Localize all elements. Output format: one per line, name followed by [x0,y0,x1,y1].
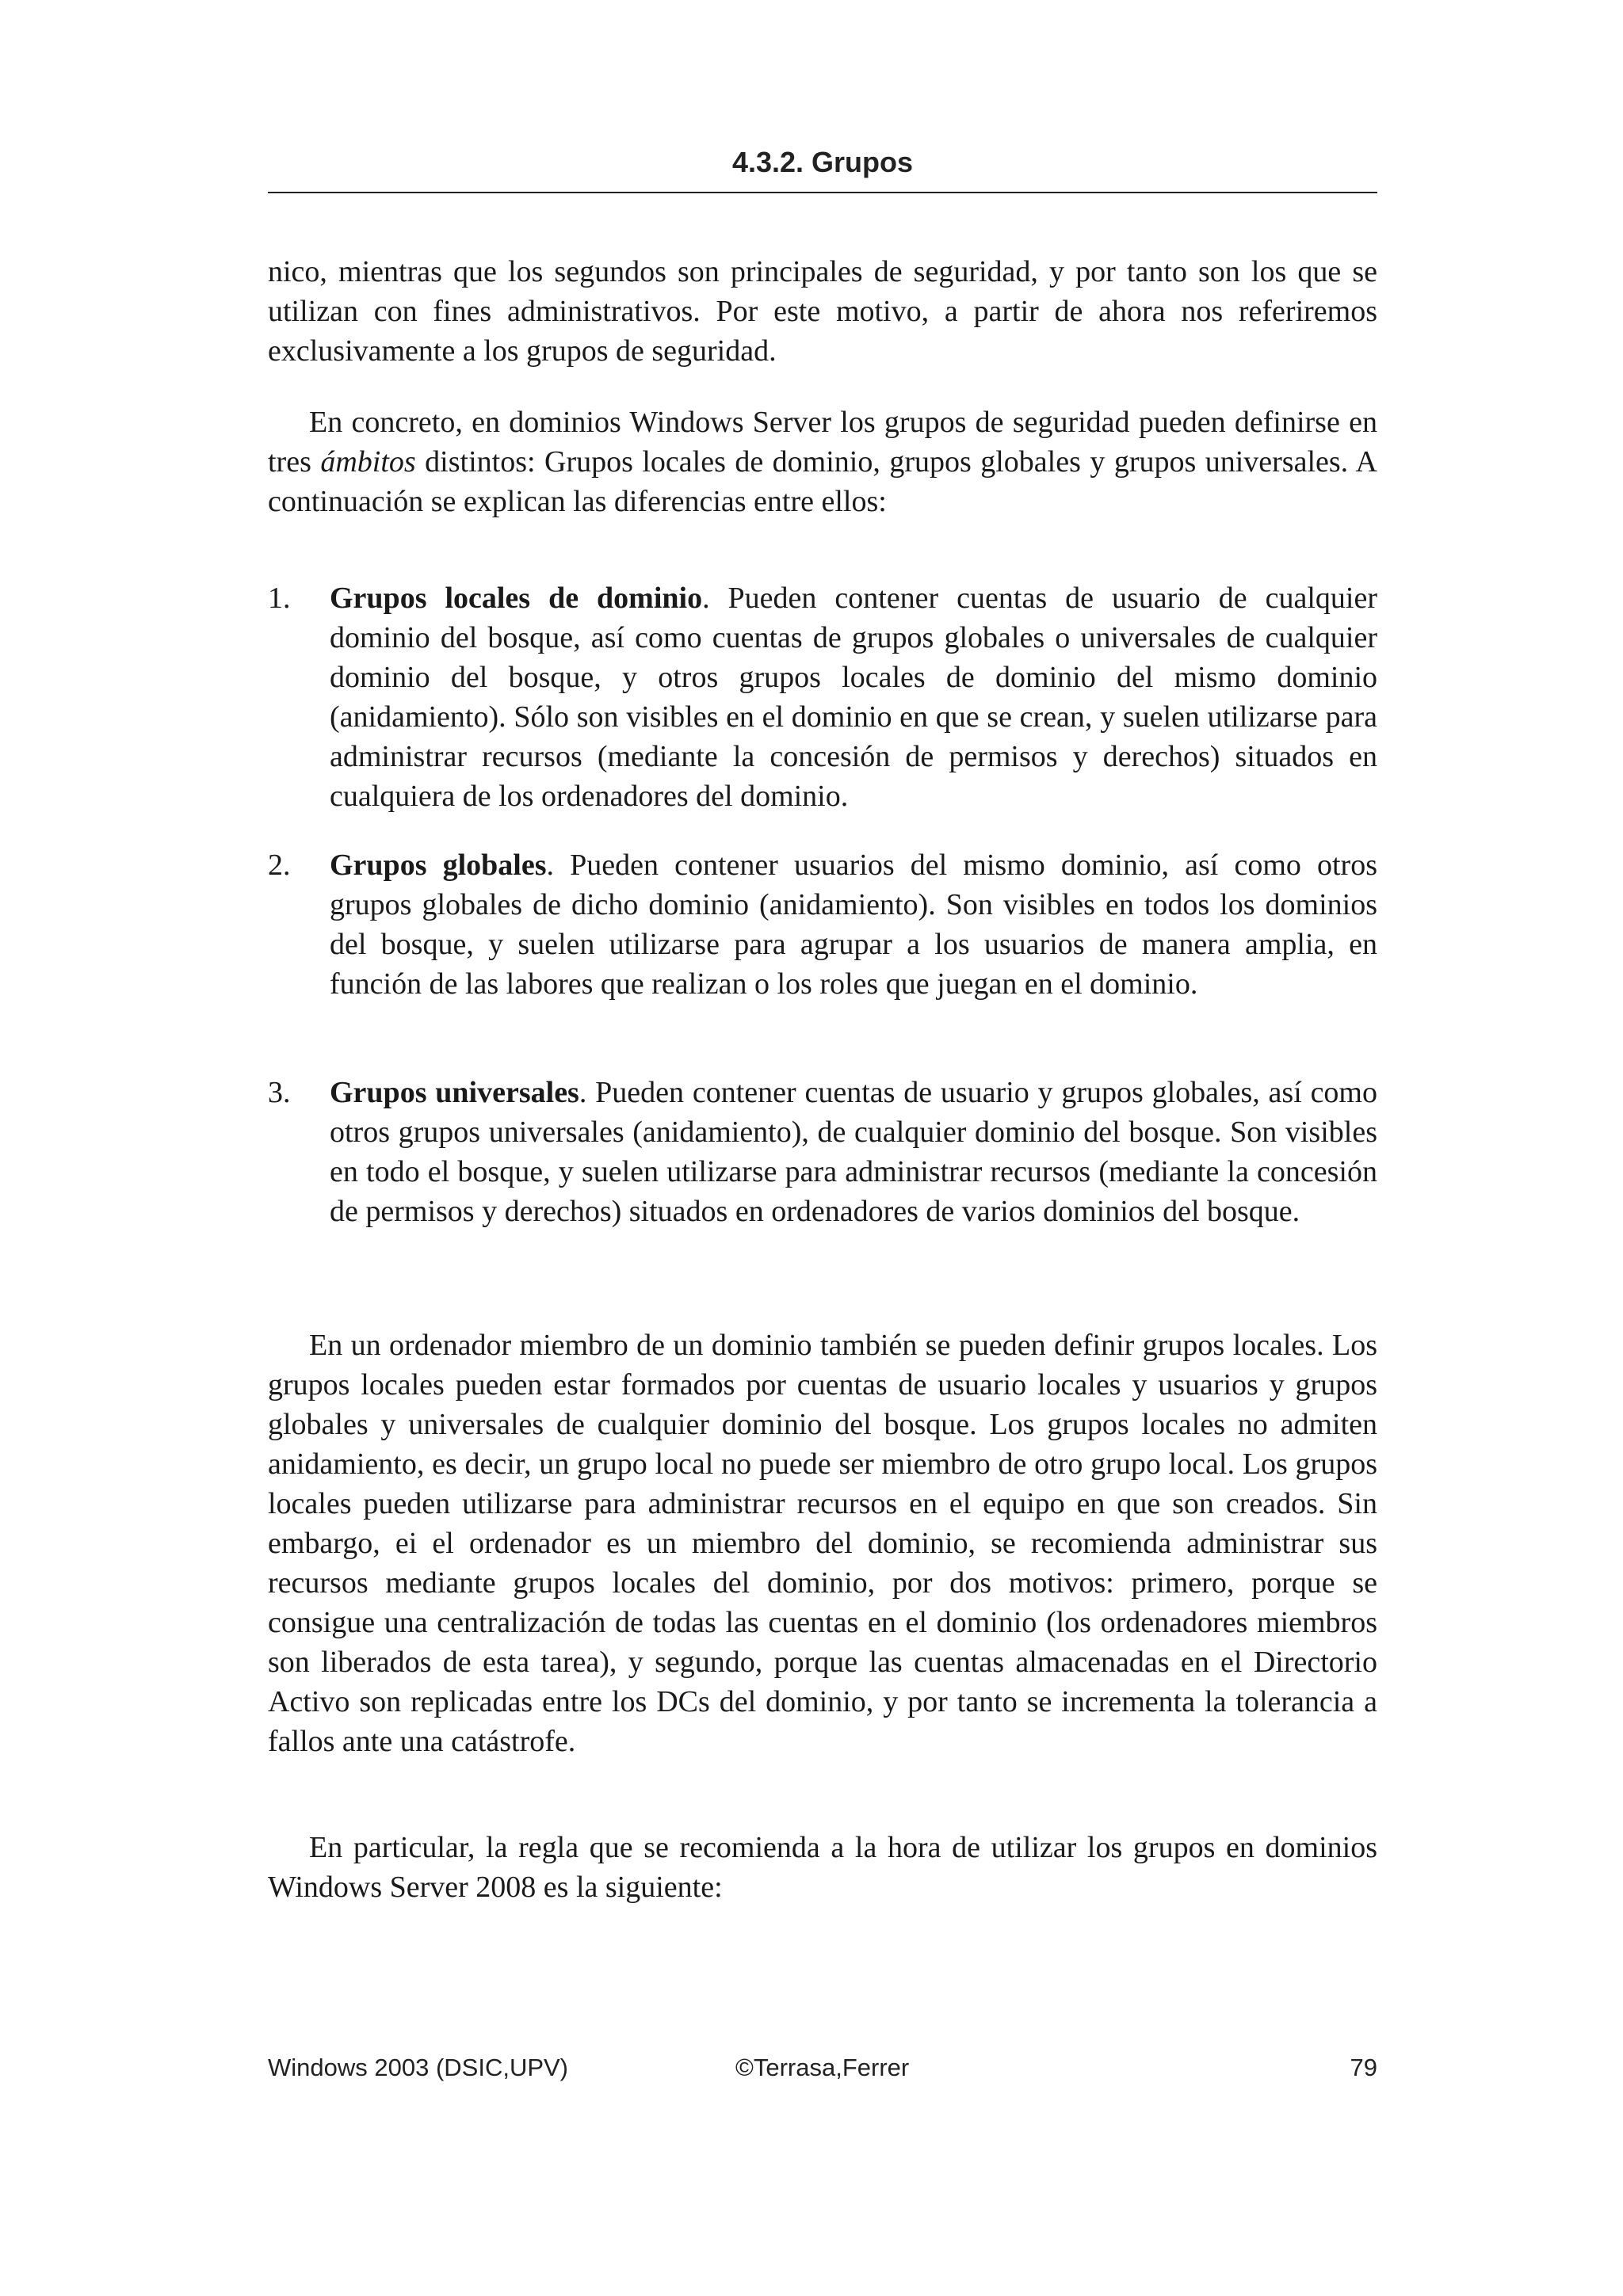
list-item-text: . Pueden contener cuentas de usuario y grupos globales, así como otros grupos universales (anidamiento), de cualquier dominio del bosque. Son visibles en todo el bosque, y suelen utilizarse para administrar recursos (mediante la concesión de permisos y derechos) situados en ordenadores de varios dominios del bosque. [330,1076,1377,1228]
list-item [268,1073,1377,1231]
list-item-term: Grupos universales [330,1076,579,1109]
section-title: 4.3.2. Grupos [731,146,914,178]
list-item [268,845,1377,1004]
list-item-term: Grupos globales [330,849,547,882]
list-item-text: . Pueden contener usuarios del mismo dominio, así como otros grupos globales de dicho dominio (anidamiento). Son visibles en todos los dominios del bosque, y suelen utilizarse para agrupar a los usuarios de manera amplia, en función de las labores que realizan o los roles que juegan en el dominio. [330,849,1377,1001]
list-item-term: Grupos locales de dominio [330,582,703,615]
list-item-text: . Pueden contener cuentas de usuario de cualquier dominio del bosque, así como cuentas de grupos globales o universales de cualquier dominio del bosque, y otros grupos locales de dominio del mismo dominio (anidamiento). Sólo son visibles en el dominio en que se crean, y suelen utilizarse para administrar recursos (mediante la concesión de permisos y derechos) situados en cualquiera de los ordenadores del dominio. [330,582,1377,813]
footer-copyright: ©Terrasa,Ferrer [735,2054,910,2081]
paragraph-continuation [268,252,1377,371]
paragraph-2-start: En concreto, en dominios Windows Server los grupos de seguridad pueden definirse en tres [268,406,1377,479]
list-item-number: 3. [268,1076,291,1109]
page-footer [268,2048,1377,2088]
page-header [268,143,1377,193]
list-item-number: 2. [268,849,291,882]
paragraph-2-end: distintos: Grupos locales de dominio, grupos globales y grupos universales. A continuación se explican las diferencias entre ellos: [268,445,1377,518]
page-number: 79 [1350,2054,1377,2081]
footer-course: Windows 2003 (DSIC,UPV) [268,2054,569,2081]
list-item-body [330,845,1377,1004]
paragraph-2-italic-term: ámbitos [320,445,416,479]
list-item [268,578,1377,816]
paragraph-1: nico, mientras que los segundos son principales de seguridad, y por tanto son los que se utilizan con fines administrativos. Por este motivo, a partir de ahora nos referiremos exclusivamente a los grupos de seguridad. [268,255,1377,368]
paragraph-rule-intro [268,1828,1377,1907]
paragraph-scopes [268,402,1377,521]
list-item-body [330,1073,1377,1231]
paragraph-3: En un ordenador miembro de un dominio también se pueden definir grupos locales. Los grupos locales pueden estar formados por cuentas de usuario locales y usuarios y grupos globales y universales de cualquier dominio del bosque. Los grupos locales no admiten anidamiento, es decir, un grupo local no puede ser miembro de otro grupo local. Los grupos locales pueden utilizarse para administrar recursos en el equipo en que son creados. Sin embargo, ei el ordenador es un miembro del dominio, se recomienda administrar sus recursos mediante grupos locales del dominio, por dos motivos: primero, porque se consigue una centralización de todas las cuentas en el dominio (los ordenadores miembros son liberados de esta tarea), y segundo, porque las cuentas almacenadas en el Directorio Activo son replicadas entre los DCs del dominio, y por tanto se incrementa la tolerancia a fallos ante una catástrofe. [268,1329,1377,1758]
paragraph-member-computer [268,1325,1377,1761]
list-item-body [330,578,1377,816]
paragraph-2 [268,402,1377,521]
list-item-number: 1. [268,582,291,615]
paragraph-4: En particular, la regla que se recomienda a la hora de utilizar los grupos en dominios Windows Server 2008 es la siguiente: [268,1831,1377,1904]
